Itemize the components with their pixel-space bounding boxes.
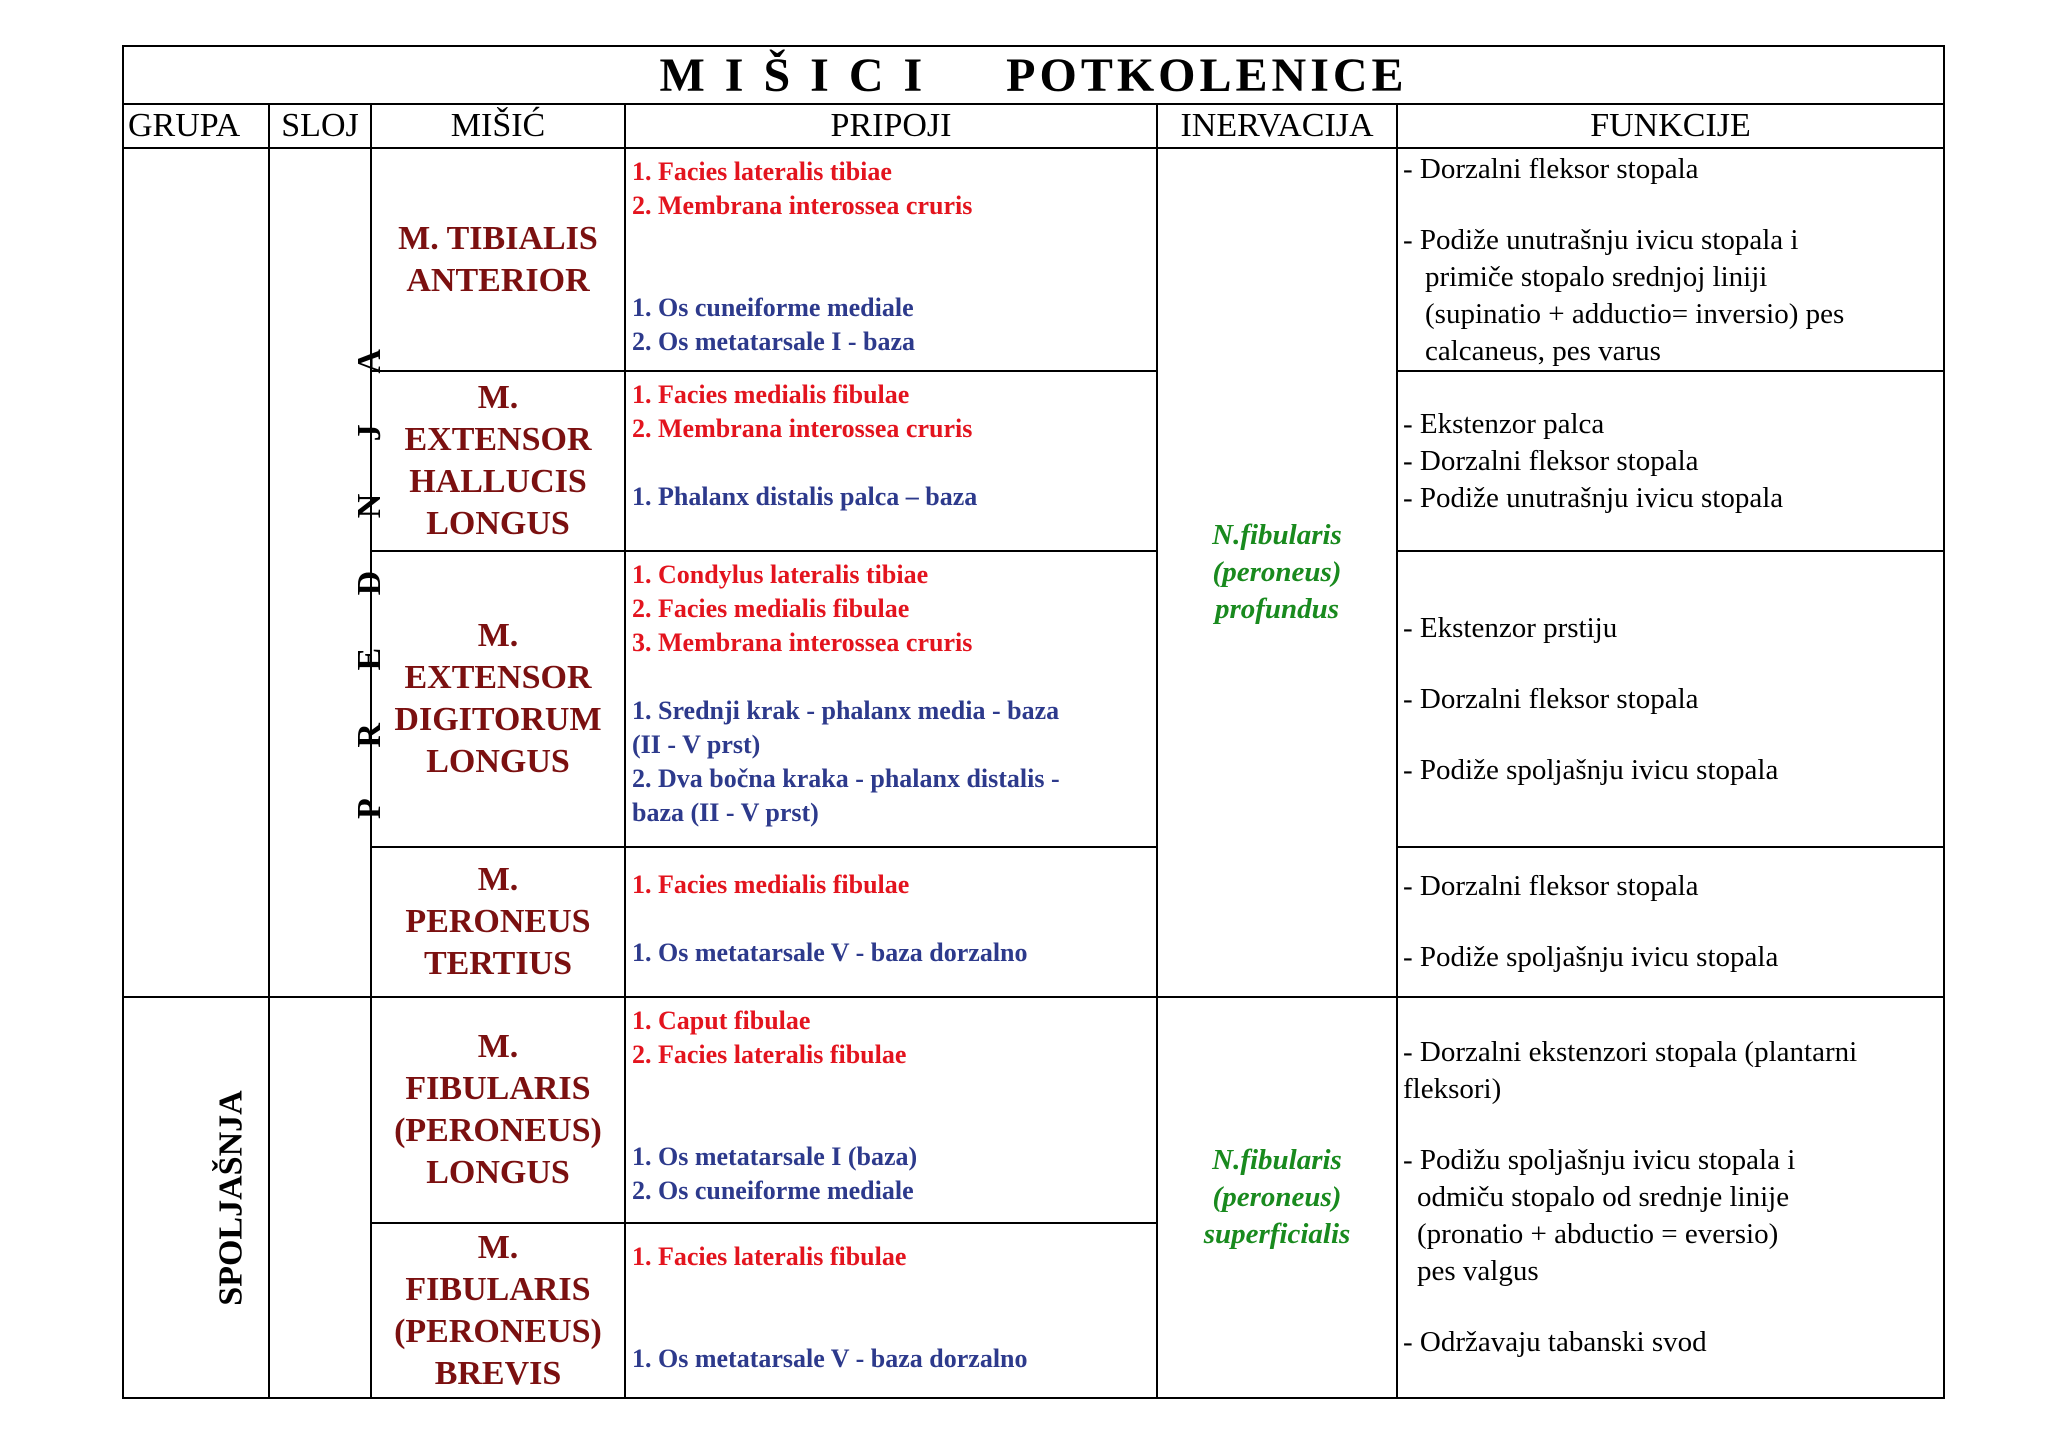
origin-line: 1. Facies lateralis tibiae [632, 157, 892, 186]
muscle-name: M. FIBULARIS (PERONEUS) LONGUS [371, 997, 625, 1223]
layer-cell [269, 997, 371, 1398]
muscle-name: M. EXTENSOR DIGITORUM LONGUS [371, 551, 625, 847]
origin-line: 2. Facies lateralis fibulae [632, 1040, 907, 1069]
insertion-line: (II - V prst) [632, 730, 761, 759]
header-inervacija: INERVACIJA [1157, 104, 1397, 148]
muscle-name: M. TIBIALIS ANTERIOR [371, 148, 625, 371]
header-pripoji: PRIPOJI [625, 104, 1157, 148]
attachments-cell [625, 1223, 1157, 1398]
header-row [123, 104, 1944, 148]
functions-cell: - Ekstenzor palca - Dorzalni fleksor stopala - Podiže unutrašnju ivicu stopala [1397, 371, 1944, 551]
muscle-table-sheet [122, 45, 1943, 1396]
insertion-line: baza (II - V prst) [632, 798, 819, 827]
attachments-cell [625, 847, 1157, 997]
insertion-line: 1. Phalanx distalis palca – baza [632, 482, 978, 511]
functions-cell: - Dorzalni fleksor stopala - Podiže spoljašnju ivicu stopala [1397, 847, 1944, 997]
nerve-superficialis: N.fibularis (peroneus) superficialis [1157, 997, 1397, 1398]
origin-line: 1. Facies medialis fibulae [632, 380, 910, 409]
insertion-line: 1. Srednji krak - phalanx media - baza [632, 696, 1060, 725]
functions-cell: - Dorzalni fleksor stopala - Podiže unutrašnju ivicu stopala i primiče stopalo srednjoj liniji (supinatio + adductio= inversio) pes calcaneus, pes varus [1397, 148, 1944, 371]
origin-line: 1. Caput fibulae [632, 1006, 811, 1035]
origin-line: 2. Membrana interossea cruris [632, 414, 973, 443]
title-part-1: M I Š I C I [659, 48, 927, 102]
muscle-name: M. EXTENSOR HALLUCIS LONGUS [371, 371, 625, 551]
muscle-table [122, 45, 1945, 1399]
attachments-cell [625, 997, 1157, 1223]
table-row [123, 847, 1944, 997]
page-title [123, 46, 1944, 104]
table-row [123, 148, 1944, 371]
table-row [123, 551, 1944, 847]
insertion-line: 1. Os metatarsale V - baza dorzalno [632, 1344, 1028, 1373]
origin-line: 1. Facies lateralis fibulae [632, 1242, 907, 1271]
table-row [123, 997, 1944, 1223]
origin-line: 1. Condylus lateralis tibiae [632, 560, 929, 589]
attachments-cell [625, 148, 1157, 371]
insertion-line: 1. Os metatarsale V - baza dorzalno [632, 938, 1028, 967]
muscle-name: M. PERONEUS TERTIUS [371, 847, 625, 997]
title-part-2: POTKOLENICE [1006, 48, 1408, 102]
origin-line: 2. Facies medialis fibulae [632, 594, 910, 623]
nerve-profundus: N.fibularis (peroneus) profundus [1157, 148, 1397, 997]
attachments-cell [625, 551, 1157, 847]
origin-line: 3. Membrana interossea cruris [632, 628, 973, 657]
header-funkcije: FUNKCIJE [1397, 104, 1944, 148]
header-grupa: GRUPA [123, 104, 269, 148]
insertion-line: 2. Os cuneiforme mediale [632, 1176, 914, 1205]
insertion-line: 1. Os metatarsale I (baza) [632, 1142, 918, 1171]
group-label-anterior: P R E D N J A [123, 148, 269, 997]
insertion-line: 2. Os metatarsale I - baza [632, 327, 916, 356]
origin-line: 2. Membrana interossea cruris [632, 191, 973, 220]
header-sloj: SLOJ [269, 104, 371, 148]
functions-cell: - Ekstenzor prstiju - Dorzalni fleksor stopala - Podiže spoljašnju ivicu stopala [1397, 551, 1944, 847]
origin-line: 1. Facies medialis fibulae [632, 870, 910, 899]
header-misic: MIŠIĆ [371, 104, 625, 148]
table-row [123, 371, 1944, 551]
title-row [123, 46, 1944, 104]
insertion-line: 1. Os cuneiforme mediale [632, 293, 914, 322]
muscle-name: M. FIBULARIS (PERONEUS) BREVIS [371, 1223, 625, 1398]
insertion-line: 2. Dva bočna kraka - phalanx distalis - [632, 764, 1060, 793]
group-label-lateral: SPOLJAŠNJA [123, 997, 269, 1398]
attachments-cell [625, 371, 1157, 551]
functions-cell-lateral: - Dorzalni ekstenzori stopala (plantarni fleksori) - Podižu spoljašnju ivicu stopala i odmiču stopalo od srednje linije (pronatio + abductio = eversio) pes valgus - Održavaju tabanski svod [1397, 997, 1944, 1398]
